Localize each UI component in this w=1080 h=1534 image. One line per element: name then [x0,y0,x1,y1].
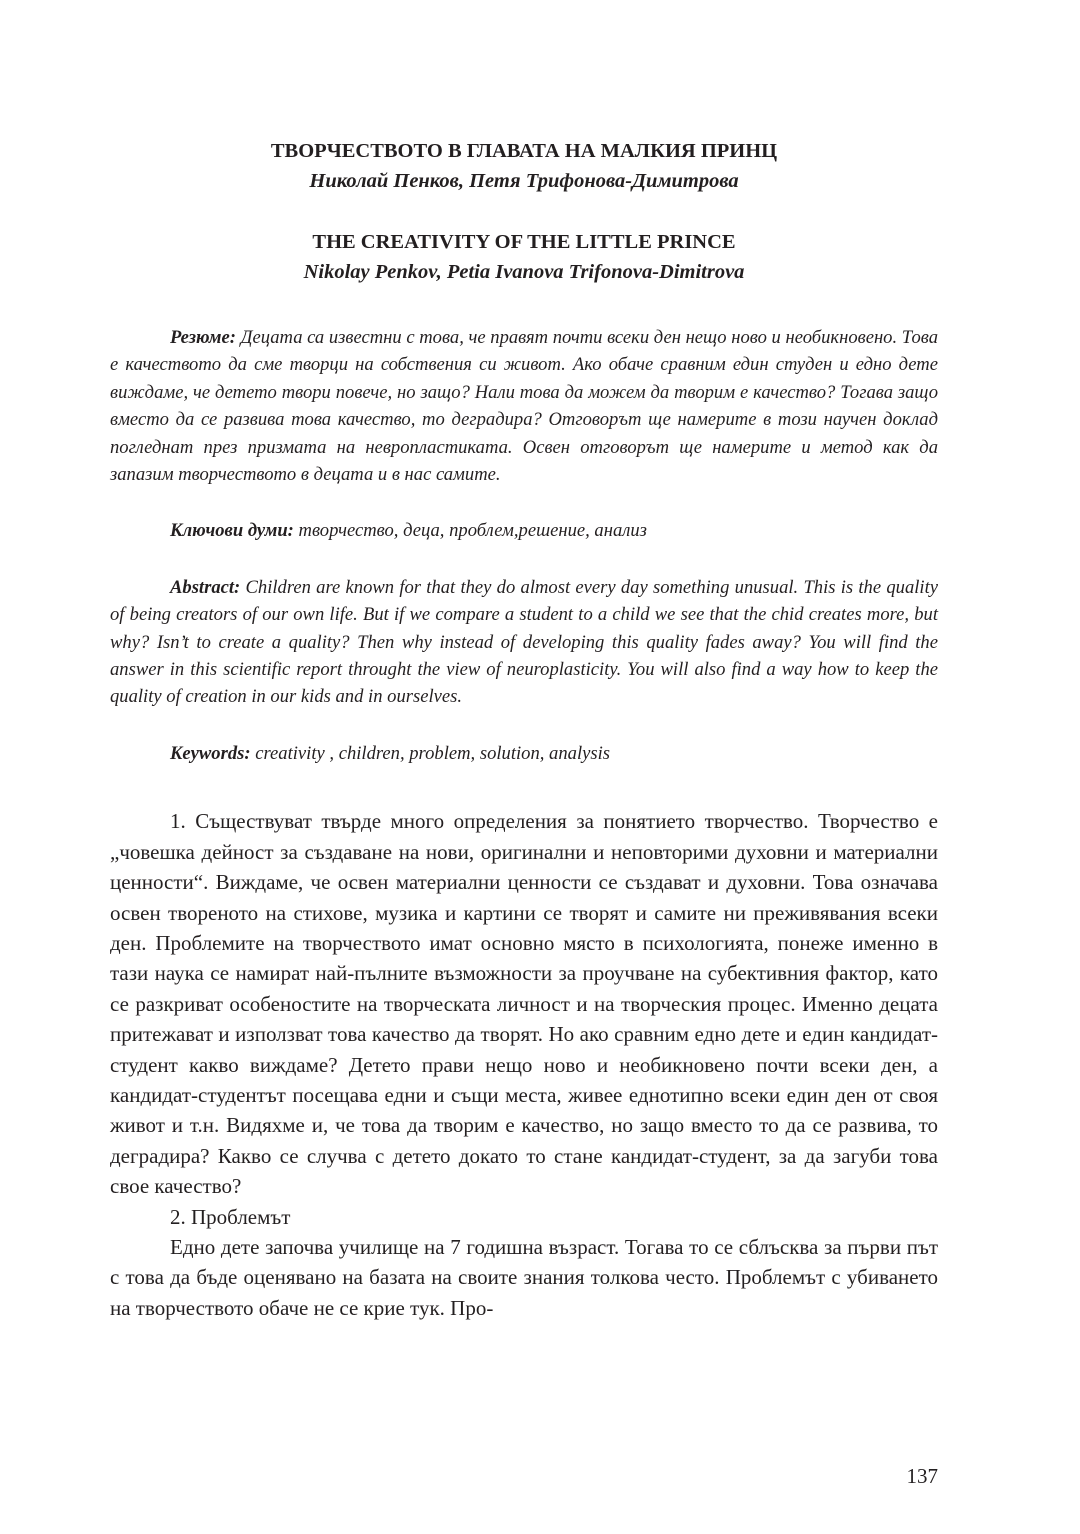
section-1-paragraph: 1. Съществуват твърде много определения за понятието творчество. Творчество е „човешка дейност за създаване на нови, оригинални и неповторими духовни и материални ценности“. Виждаме, че освен материални ценности се създават и духовни. Това означава освен твореното на стихове, музика и картини се творят и самите ни преживявания всеки ден. Проблемите на творчеството имат основно място в психологията, понеже именно в тази наука се намират най-пълните възможности за проучване на субективния фактор, като се разкриват особеностите на творческата личност и на творческия процес. Именно децата притежават и използват това качество да творят. Но ако сравним едно дете и един кандидат-студент какво виждаме? Детето прави нещо ново и необикновено почти всеки ден, а кандидат-студентът посещава едни и същи места, живее еднотипно всеки един ден от своя живот и т.н. Видяхме и, че това да творим е качество, но защо вместо то да се развива, то деградира? Какво се случва с детето докато то стане кандидат-студент, за да загуби това свое качество? [110,809,938,1199]
authors-bulgarian: Николай Пенков, Петя Трифонова-Димитрова [309,170,739,192]
title-block [110,136,938,287]
keywords-bulgarian-label: Ключови думи: [170,520,294,542]
abstract-bulgarian [110,324,938,488]
keywords-english-label: Keywords: [170,742,251,764]
keywords-bulgarian [110,517,938,544]
keywords-english [110,740,938,767]
abstract-english-text: Children are known for that they do almost every day something unusual. This is the quality of being creators of our own life. But if we compare a student to a child we see that the chid creates more, but why? Isn’t to create a quality? Then why instead of developing this quality fades away? You will find the answer in this scientific report throught the view of neuroplasticity. You will also find a way how to keep the quality of creation in our kids and in ourselves. [110,576,938,708]
abstract-bulgarian-label: Резюме: [170,327,236,348]
page-number: 137 [906,1464,938,1488]
keywords-bulgarian-text: творчество, деца, проблем,решение, анализ [293,520,647,542]
page-content [110,136,938,1323]
authors-english: Nikolay Penkov, Petia Ivanova Trifonova-Dimitrova [303,261,745,283]
abstract-english-label: Abstract: [170,576,241,598]
title-english: THE CREATIVITY OF THE LITTLE PRINCE [312,231,736,253]
abstract-english [110,574,938,711]
title-bulgarian: ТВОРЧЕСТВОТО В ГЛАВАТА НА МАЛКИЯ ПРИНЦ [270,140,778,162]
section-2-heading: 2. Проблемът [170,1204,291,1229]
section-2-paragraph: Едно дете започва училище на 7 годишна възраст. Тогава то се сблъсква за първи път с това да бъде оценявано на базата на своите знания толкова често. Проблемът с убиването на творчеството обаче не се крие тук. Про- [110,1234,938,1320]
keywords-english-text: creativity , children, problem, solution, analysis [250,742,611,764]
abstract-bulgarian-text: Децата са известни с това, че правят почти всеки ден нещо ново и необикновено. Това е качеството да сме творци на собствения си живот. Ако обаче сравним един студен и едно дете виждаме, че детето твори повече, но защо? Нали това да можем да творим е качество? Тогава защо вместо да се развива това качество, то деградира? Отговорът ще намерите в този научен доклад погледнат през призмата на невропластиката. Освен отговорът ще намерите и метод как да запазим творчеството в децата и в нас самите. [110,327,938,486]
